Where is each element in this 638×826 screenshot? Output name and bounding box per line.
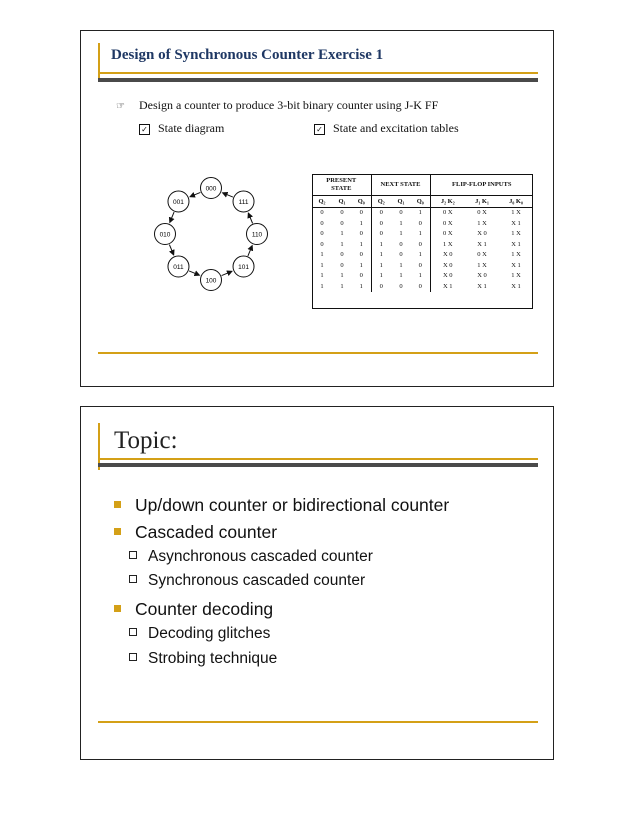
hollow-square-bullet-icon (129, 575, 137, 583)
list-item-text: Cascaded counter (135, 522, 278, 542)
hollow-square-bullet-icon (129, 551, 137, 559)
table-cell: 1 (399, 230, 403, 238)
table-cell: 1 X (477, 219, 487, 227)
check1-label: State diagram (158, 121, 225, 135)
transition-arrow (170, 212, 174, 222)
table-cell: 1 (418, 272, 422, 280)
title-accent-rule (98, 72, 538, 74)
table-cell: X 0 (477, 230, 487, 238)
table-cell: 1 X (511, 251, 521, 259)
title-dark-rule (98, 463, 538, 467)
col-header: Q₁ (332, 196, 352, 208)
table-cell: 1 (418, 209, 422, 217)
table-cell: X 0 (430, 271, 465, 282)
hollow-square-bullet-icon (129, 628, 137, 636)
table-cell: 0 (371, 218, 391, 229)
table-cell: 0 X (430, 229, 465, 240)
transition-arrow (248, 213, 252, 223)
state-label: 101 (238, 263, 249, 271)
table-cell: 0 (399, 209, 403, 217)
table-cell: 1 X (511, 230, 521, 238)
table-cell: 0 (371, 281, 391, 292)
list-item (114, 495, 449, 516)
table-cell: 0 (418, 219, 422, 227)
col-header: Q₂ (312, 196, 332, 208)
table-cell: X 1 (430, 281, 465, 292)
sub-list-item (129, 548, 373, 566)
bullet-text: Design a counter to produce 3-bit binary counter using J-K FF (138, 98, 439, 112)
slide-1 (80, 30, 554, 387)
table-cell: 1 (359, 282, 363, 290)
table-cell: 0 (399, 240, 403, 248)
list-item-text: Up/down counter or bidirectional counter (135, 495, 450, 515)
table-cell: X 0 (430, 260, 465, 271)
table-cell: X 1 (477, 282, 487, 290)
group-header-present (312, 174, 371, 196)
col-header: J₀ K₀ (499, 196, 533, 208)
table-cell: 1 (399, 272, 403, 280)
table-cell: 0 (340, 219, 344, 227)
table-cell: 1 (340, 240, 344, 248)
table-cell: 1 (320, 251, 324, 259)
table-cell: 0 (340, 209, 344, 217)
checkbox-item-tables (314, 121, 459, 136)
table-cell: 0 (418, 261, 422, 269)
table-cell: 0 X (477, 251, 487, 259)
state-label: 010 (159, 231, 171, 239)
table-row (312, 207, 533, 218)
table-cell: 0 (371, 229, 391, 240)
table-cell: 1 (359, 219, 363, 227)
table-cell: 0 X (430, 207, 465, 218)
list-item-text: Strobing technique (148, 650, 278, 667)
state-node (233, 256, 254, 277)
table-cell: 0 (340, 261, 344, 269)
state-diagram (141, 169, 281, 299)
present-label-2: STATE (331, 184, 352, 192)
table-cell: 1 (418, 251, 422, 259)
table-cell: 1 (371, 271, 391, 282)
state-node (201, 178, 222, 199)
table-row (312, 281, 533, 292)
list-item-text: Decoding glitches (148, 625, 271, 642)
col-header: Q₂ (371, 196, 391, 208)
group-header-ff: FLIP-FLOP INPUTS (430, 174, 533, 196)
state-node (168, 256, 189, 277)
state-label: 001 (173, 198, 184, 206)
table-cell: 0 (399, 282, 403, 290)
transition-arrow (222, 271, 232, 275)
table-cell: 0 (320, 219, 324, 227)
state-node (233, 191, 254, 212)
table-cell: X 1 (511, 261, 521, 269)
table-cell: 0 (320, 240, 324, 248)
table-cell: 1 (399, 261, 403, 269)
table-cell: X 1 (477, 240, 487, 248)
checked-box-icon: ✓ (139, 124, 150, 135)
table-cell: 0 (371, 207, 391, 218)
table-cell: 1 (418, 230, 422, 238)
state-label: 111 (238, 198, 249, 206)
table-cell: 0 X (477, 209, 487, 217)
state-label: 011 (173, 263, 184, 271)
table-cell: 0 (418, 282, 422, 290)
slide-2 (80, 406, 554, 760)
state-label: 000 (205, 185, 217, 193)
table-cell: 1 (371, 250, 391, 261)
checkbox-item-state-diagram (139, 121, 224, 136)
slide-title: Topic: (114, 427, 178, 454)
pointing-hand-icon: ☞ (116, 101, 125, 112)
table-cell: 1 X (477, 261, 487, 269)
present-label-1: PRESENT (326, 177, 357, 184)
square-bullet-icon (114, 605, 121, 612)
footer-accent-rule (98, 352, 538, 354)
col-header: J₂ K₂ (430, 196, 465, 208)
table-cell: 1 (320, 261, 324, 269)
table-cell: 0 (359, 209, 363, 217)
state-node (201, 270, 222, 291)
sub-list-item (129, 650, 277, 668)
table-row (312, 260, 533, 271)
list-item-text: Asynchronous cascaded counter (148, 548, 373, 565)
sub-list-item (129, 572, 365, 590)
table-cell: X 1 (511, 282, 521, 290)
transition-arrow (248, 246, 252, 256)
table-cell: 0 X (430, 218, 465, 229)
table-cell: 1 (340, 272, 344, 280)
title-accent-rule (98, 458, 538, 460)
table-cell: 0 (359, 230, 363, 238)
transition-arrow (223, 193, 233, 197)
footer-accent-rule (98, 721, 538, 723)
table-cell: 1 X (430, 239, 465, 250)
sub-list-item (129, 625, 270, 643)
bullet-item (116, 98, 438, 113)
table-cell: 0 (399, 251, 403, 259)
table-cell: X 1 (511, 219, 521, 227)
table-row (312, 229, 533, 240)
transition-arrow (189, 271, 199, 275)
table-row (312, 239, 533, 250)
table-cell: 1 (320, 272, 324, 280)
transition-arrow (190, 192, 200, 196)
table-cell: 0 (359, 272, 363, 280)
table-cell: X 0 (430, 250, 465, 261)
list-item (114, 599, 273, 620)
table-cell: 1 X (511, 209, 521, 217)
state-node (155, 224, 176, 245)
table-cell: 0 (320, 209, 324, 217)
state-node (168, 191, 189, 212)
checked-box-icon: ✓ (314, 124, 325, 135)
table-cell: 0 (320, 230, 324, 238)
table-cell: 0 (359, 251, 363, 259)
table-row (312, 218, 533, 229)
col-header: Q₁ (391, 196, 411, 208)
table-cell: 1 (320, 282, 324, 290)
col-header: J₁ K₁ (465, 196, 499, 208)
table-cell: 1 (359, 240, 363, 248)
state-label: 110 (251, 231, 263, 239)
state-nodes (155, 178, 268, 291)
table-cell: 0 (418, 240, 422, 248)
slide-title: Design of Synchronous Counter Exercise 1 (111, 47, 384, 63)
table-cell: 1 (371, 260, 391, 271)
table-cell: X 1 (511, 240, 521, 248)
square-bullet-icon (114, 501, 121, 508)
list-item-text: Counter decoding (135, 599, 274, 619)
transition-arrow (169, 245, 173, 255)
table-cell: 1 (359, 261, 363, 269)
title-dark-rule (98, 78, 538, 82)
table-row (312, 271, 533, 282)
table-cell: 0 (340, 251, 344, 259)
check2-label: State and excitation tables (333, 121, 459, 135)
state-label: 100 (205, 277, 217, 285)
list-item (114, 522, 277, 543)
col-header: Q₀ (352, 196, 371, 208)
table-cell: 1 (340, 230, 344, 238)
table-body (312, 207, 533, 292)
hollow-square-bullet-icon (129, 653, 137, 661)
table-row (312, 250, 533, 261)
table-cell: 1 (340, 282, 344, 290)
state-excitation-table (312, 174, 533, 292)
group-header-next: NEXT STATE (371, 174, 430, 196)
table-cell: 1 (399, 219, 403, 227)
state-node (247, 224, 268, 245)
table-cell: X 0 (477, 272, 487, 280)
square-bullet-icon (114, 528, 121, 535)
list-item-text: Synchronous cascaded counter (148, 572, 366, 589)
table-cell: 1 X (511, 272, 521, 280)
col-header: Q₀ (411, 196, 430, 208)
table-cell: 1 (371, 239, 391, 250)
